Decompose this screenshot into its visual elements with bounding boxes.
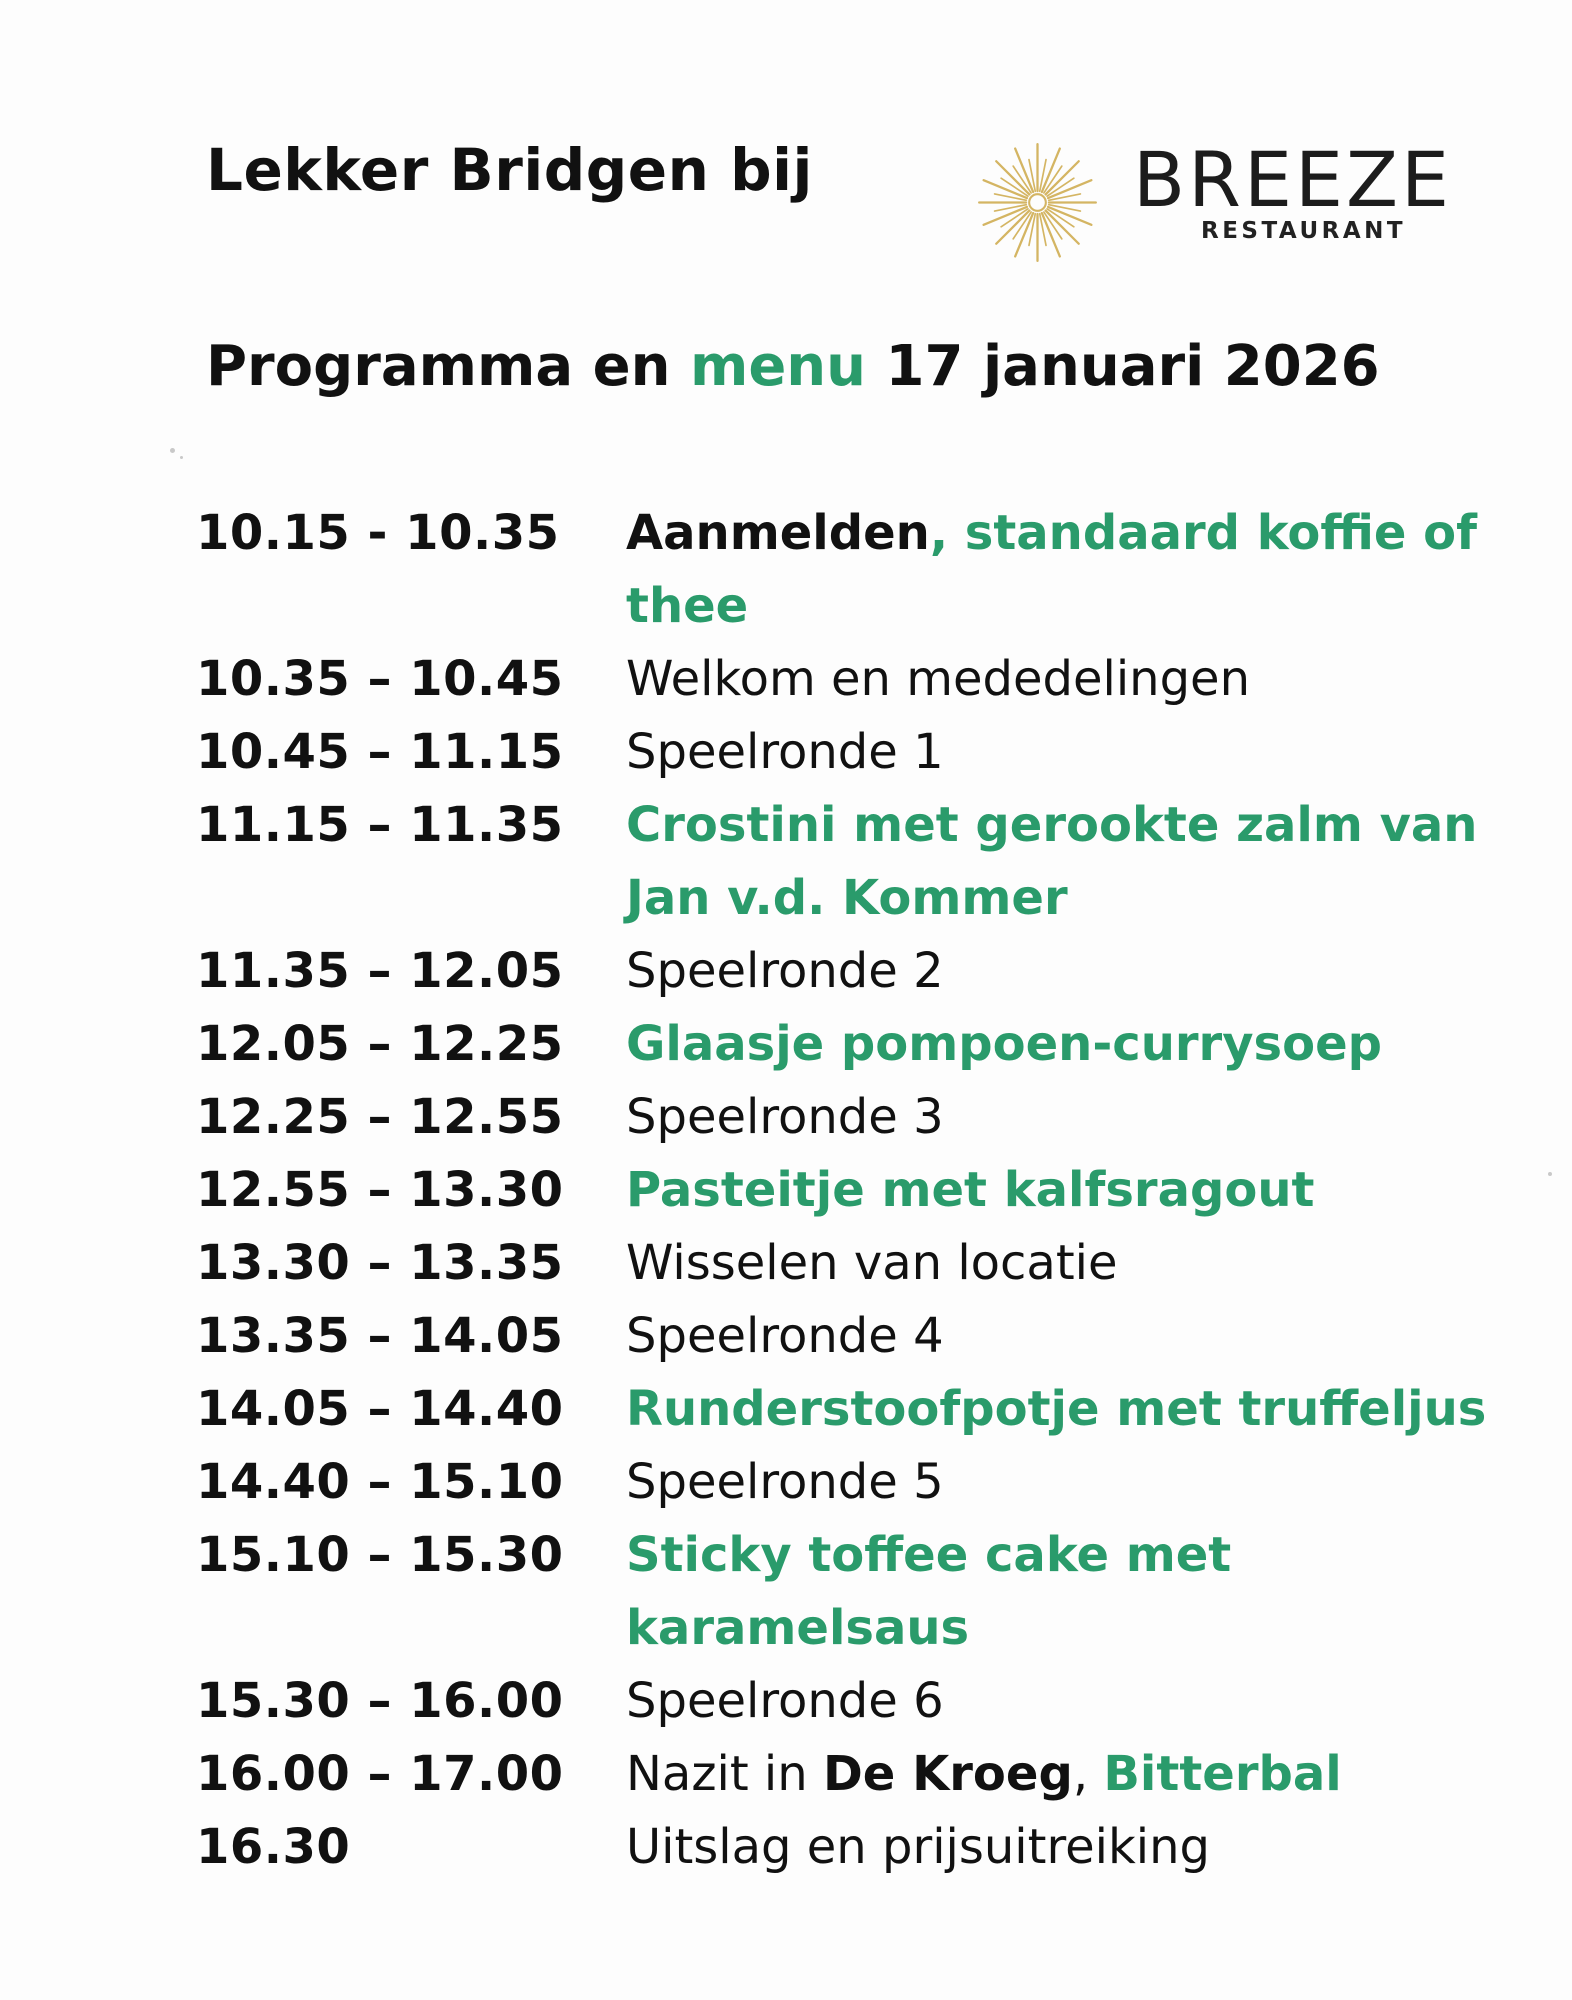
schedule-activity — [626, 1154, 1526, 1227]
menu-item-text: Pasteitje met kalfsragout — [626, 1162, 1315, 1218]
schedule-row — [196, 1373, 1526, 1446]
schedule-time: 16.30 — [196, 1819, 351, 1875]
schedule-row — [196, 1227, 1526, 1300]
schedule-activity — [626, 1665, 1526, 1738]
schedule-time: 15.10 – 15.30 — [196, 1527, 564, 1583]
menu-item-text: Runderstoofpotje met truffeljus — [626, 1381, 1487, 1437]
scan-speck — [1548, 1172, 1552, 1176]
schedule-list — [196, 497, 1526, 1884]
schedule-time: 11.15 – 11.35 — [196, 797, 564, 853]
schedule-activity — [626, 789, 1526, 935]
activity-text: Speelronde 3 — [626, 1089, 944, 1145]
schedule-row — [196, 935, 1526, 1008]
schedule-activity — [626, 1811, 1526, 1884]
schedule-row — [196, 1519, 1526, 1665]
menu-item-text: , standaard koffie of thee — [626, 505, 1477, 634]
restaurant-logo — [975, 135, 1572, 265]
menu-item-text: Bitterbal — [1103, 1746, 1342, 1802]
schedule-row — [196, 1081, 1526, 1154]
intro-text: Lekker Bridgen bij — [206, 136, 813, 204]
activity-text: Speelronde 6 — [626, 1673, 944, 1729]
schedule-activity — [626, 1446, 1526, 1519]
schedule-time: 13.30 – 13.35 — [196, 1235, 564, 1291]
schedule-time: 10.45 – 11.15 — [196, 724, 564, 780]
activity-text: Uitslag en prijsuitreiking — [626, 1819, 1211, 1875]
schedule-activity — [626, 1227, 1526, 1300]
schedule-row — [196, 716, 1526, 789]
schedule-time: 12.05 – 12.25 — [196, 1016, 564, 1072]
schedule-time: 11.35 – 12.05 — [196, 943, 564, 999]
page-title — [206, 334, 1380, 399]
schedule-time: 14.40 – 15.10 — [196, 1454, 564, 1510]
schedule-row — [196, 1008, 1526, 1081]
schedule-row — [196, 1154, 1526, 1227]
schedule-activity — [626, 1081, 1526, 1154]
schedule-row — [196, 1665, 1526, 1738]
menu-item-text: Sticky toffee cake met karamelsaus — [626, 1527, 1232, 1656]
scan-speck — [180, 456, 183, 459]
activity-text: Speelronde 5 — [626, 1454, 944, 1510]
activity-text: Welkom en mededelingen — [626, 651, 1250, 707]
scan-speck — [170, 448, 175, 453]
schedule-row — [196, 643, 1526, 716]
schedule-activity — [626, 716, 1526, 789]
schedule-activity — [626, 1738, 1526, 1811]
schedule-time: 16.00 – 17.00 — [196, 1746, 564, 1802]
schedule-row — [196, 1811, 1526, 1884]
sunburst-logo-icon — [975, 140, 1100, 265]
activity-text: Aanmelden — [626, 505, 930, 561]
schedule-activity — [626, 643, 1526, 716]
menu-item-text: Crostini met gerookte zalm van Jan v.d. Kommer — [626, 797, 1478, 926]
schedule-row — [196, 1446, 1526, 1519]
activity-text: Wisselen van locatie — [626, 1235, 1118, 1291]
title-part-2: menu — [689, 334, 867, 399]
logo-name: BREEZE — [1133, 135, 1453, 224]
schedule-activity — [626, 1008, 1526, 1081]
schedule-time: 14.05 – 14.40 — [196, 1381, 564, 1437]
schedule-row — [196, 1738, 1526, 1811]
schedule-row — [196, 497, 1526, 643]
schedule-activity — [626, 1519, 1526, 1665]
activity-text: Speelronde 4 — [626, 1308, 944, 1364]
title-part-3: 17 januari 2026 — [866, 334, 1380, 399]
title-part-1: Programma en — [206, 334, 690, 399]
schedule-row — [196, 789, 1526, 935]
logo-subtitle: RESTAURANT — [1201, 218, 1407, 244]
schedule-time: 12.55 – 13.30 — [196, 1162, 564, 1218]
schedule-activity — [626, 497, 1526, 643]
activity-text: De Kroeg — [822, 1746, 1073, 1802]
schedule-time: 15.30 – 16.00 — [196, 1673, 564, 1729]
activity-text: Nazit in — [626, 1746, 823, 1802]
schedule-activity — [626, 1300, 1526, 1373]
schedule-time: 12.25 – 12.55 — [196, 1089, 564, 1145]
schedule-activity — [626, 935, 1526, 1008]
schedule-activity — [626, 1373, 1526, 1446]
schedule-row — [196, 1300, 1526, 1373]
schedule-time: 13.35 – 14.05 — [196, 1308, 564, 1364]
activity-text: Speelronde 1 — [626, 724, 944, 780]
activity-text: , — [1072, 1746, 1104, 1802]
schedule-time: 10.35 – 10.45 — [196, 651, 564, 707]
activity-text: Speelronde 2 — [626, 943, 944, 999]
menu-item-text: Glaasje pompoen-currysoep — [626, 1016, 1382, 1072]
schedule-time: 10.15 - 10.35 — [196, 505, 560, 561]
